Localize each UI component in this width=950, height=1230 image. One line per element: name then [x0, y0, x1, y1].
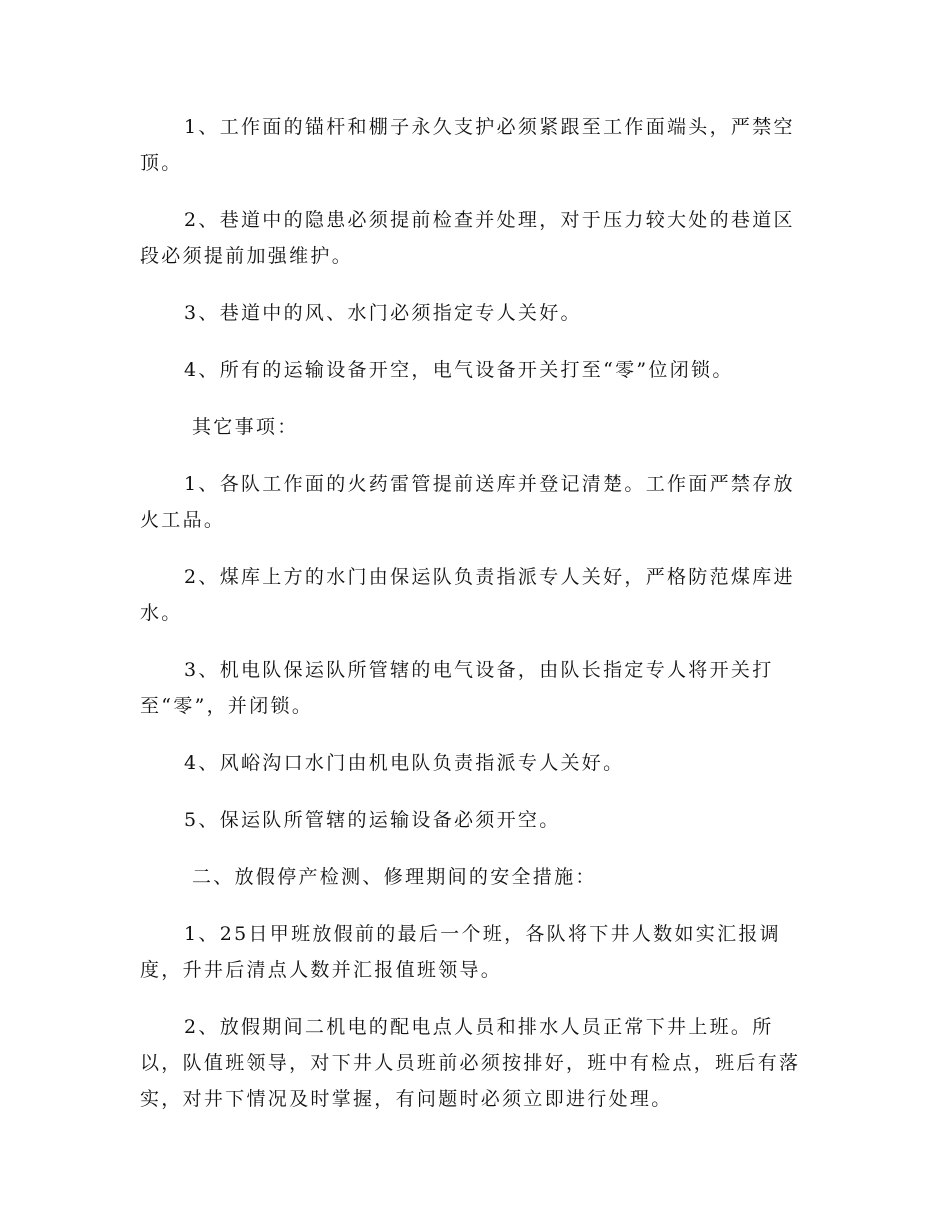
paragraph-coal-bunker-water: 2、煤库上方的水门由保运队负责指派专人关好，严格防范煤库进水。: [140, 566, 795, 624]
section-heading-other-matters: 其它事项：: [192, 416, 299, 438]
paragraph-fengyugou-water-door: 4、风峪沟口水门由机电队负责指派专人关好。: [184, 752, 625, 774]
paragraph-headcount-report: 1、25日甲班放假前的最后一个班，各队将下井人数如实汇报调度，升井后清点人数并汇报值班领导。: [140, 923, 781, 981]
paragraph-electrical-lockout: 3、机电队保运队所管辖的电气设备，由队长指定专人将开关打至“零”，并闭锁。: [140, 659, 774, 717]
paragraph-transport-equipment: 4、所有的运输设备开空，电气设备开关打至“零”位闭锁。: [184, 359, 734, 381]
paragraph-tunnel-hazards: 2、巷道中的隐患必须提前检查并处理，对于压力较大处的巷道区段必须提前加强维护。: [140, 209, 795, 267]
document-body: [140, 109, 810, 1138]
section-heading-holiday-safety: 二、放假停产检测、修理期间的安全措施：: [192, 866, 597, 888]
paragraph-support-requirement: 1、工作面的锚杆和棚子永久支护必须紧跟至工作面端头，严禁空顶。: [140, 116, 795, 174]
paragraph-air-water-doors: 3、巷道中的风、水门必须指定专人关好。: [184, 302, 582, 324]
paragraph-holiday-staffing: 2、放假期间二机电的配电点人员和排水人员正常下井上班。所以，队值班领导，对下井人员班前必须按排好，班中有检点，班后有落实，对井下情况及时掌握，有问题时必须立即进行处理。: [140, 1016, 801, 1110]
paragraph-transport-idle: 5、保运队所管辖的运输设备必须开空。: [184, 809, 561, 831]
paragraph-explosives-storage: 1、各队工作面的火药雷管提前送库并登记清楚。工作面严禁存放火工品。: [140, 473, 795, 531]
